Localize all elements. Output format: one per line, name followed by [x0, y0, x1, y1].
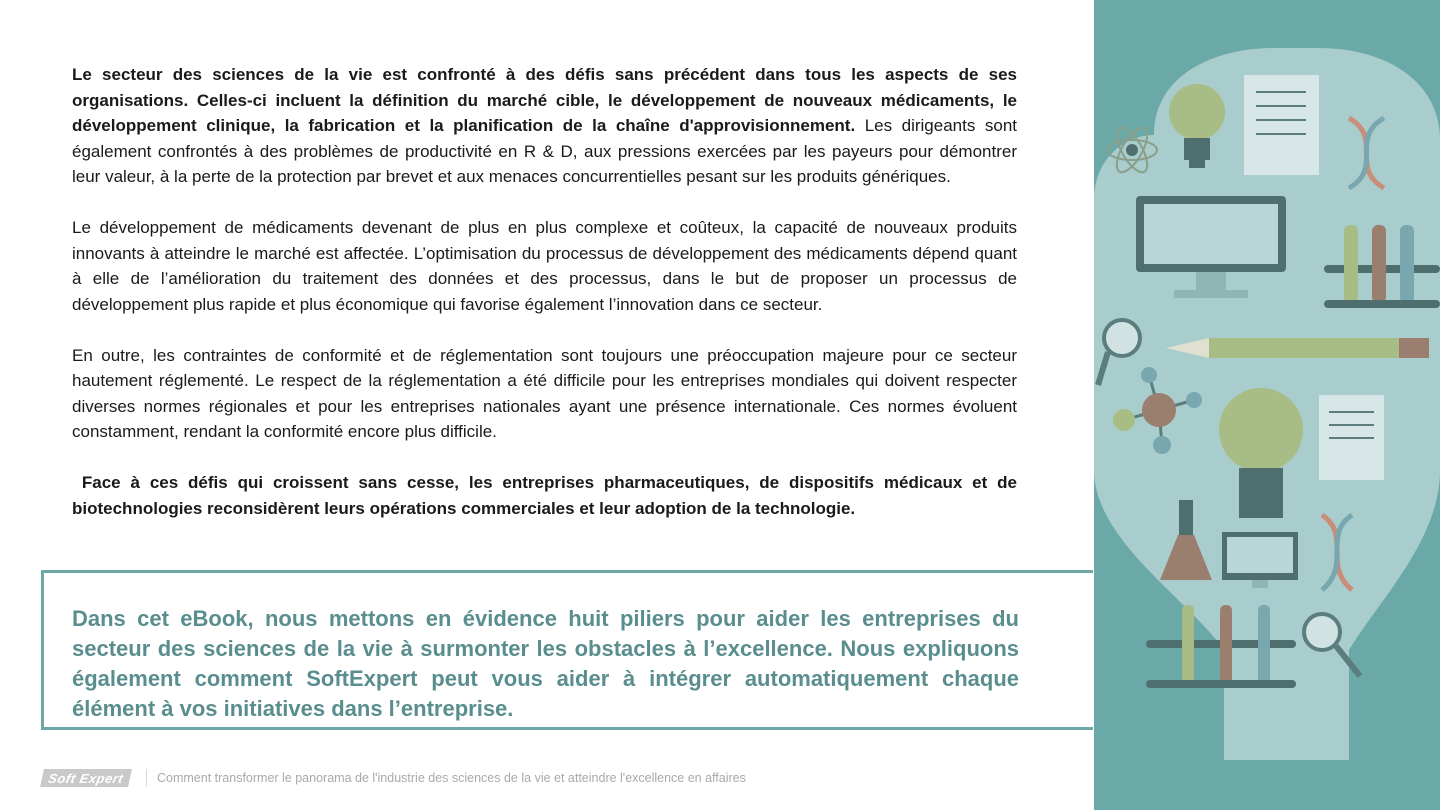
- footer-divider: [146, 769, 147, 787]
- callout-text: Dans cet eBook, nous mettons en évidence huit piliers pour aider les entreprises du secteur des sciences de la vie à surmonter les obstacles à l’excellence. Nous expliquons également comment SoftExpert peut vous aider à intégrer automatiquement chaque élément à vos initiatives dans l’entreprise.: [72, 606, 1019, 721]
- footer: [42, 768, 746, 788]
- paragraph-1: [72, 62, 1017, 190]
- footer-text: Comment transformer le panorama de l'industrie des sciences de la vie et atteindre l'excellence en affaires: [157, 771, 746, 785]
- document-icon-small: [1319, 395, 1384, 480]
- highlight-callout-box: [41, 570, 1093, 730]
- illustration-graphic: [1094, 0, 1440, 810]
- softexpert-logo: [40, 769, 132, 787]
- paragraph-3: [72, 343, 1017, 445]
- paragraph-1-bold: Le secteur des sciences de la vie est confronté à des défis sans précédent dans tous les aspects de ses organisations. Celles-ci incluent la définition du marché cible, le développement de nouveaux médicaments, le développement clinique, la fabrication et la planification de la chaîne d'approvisionnement.: [72, 65, 1017, 135]
- paragraph-1-text: Les dirigeants sont également confrontés à des problèmes de productivité en R & D, aux pressions exercées par les payeurs pour démontrer leur valeur, à la perte de la protection par brevet et aux menaces concurrentielles pesant sur les produits génériques.: [72, 116, 1018, 186]
- logo-text: Soft Expert: [46, 770, 126, 786]
- monitor-icon-small: [1222, 532, 1298, 588]
- paragraph-4-bold: Face à ces défis qui croissent sans cesse, les entreprises pharmaceutiques, de dispositifs médicaux et de biotechnologies reconsidèrent leurs opérations commerciales et leur adoption de la technologie.: [72, 473, 1017, 518]
- paragraph-3-text: En outre, les contraintes de conformité et de réglementation sont toujours une préoccupation majeure pour ce secteur hautement réglementé. Le respect de la réglementation a été difficile pour les entreprises mondiales qui doivent respecter diverses normes régionales et pour les entreprises nationales ayant une présence internationale. Ces normes évoluent constamment, rendant la conformité encore plus difficile.: [72, 345, 1017, 441]
- paragraph-2-text: Le développement de médicaments devenant de plus en plus complexe et coûteux, la capacité de nouveaux produits innovants à atteindre le marché est affectée. L’optimisation du processus de développement des médicaments dépend quant à elle de l’amélioration du traitement des données et des processus, dans le but de proposer un processus de développement plus rapide et plus économique qui favorise également l’innovation dans ce secteur.: [72, 218, 1017, 314]
- body-text: [72, 62, 1017, 547]
- paragraph-4: [72, 470, 1017, 521]
- document-icon: [1244, 75, 1319, 175]
- paragraph-2: [72, 215, 1017, 317]
- science-illustration-panel: [1094, 0, 1440, 810]
- pencil-icon: [1166, 338, 1429, 358]
